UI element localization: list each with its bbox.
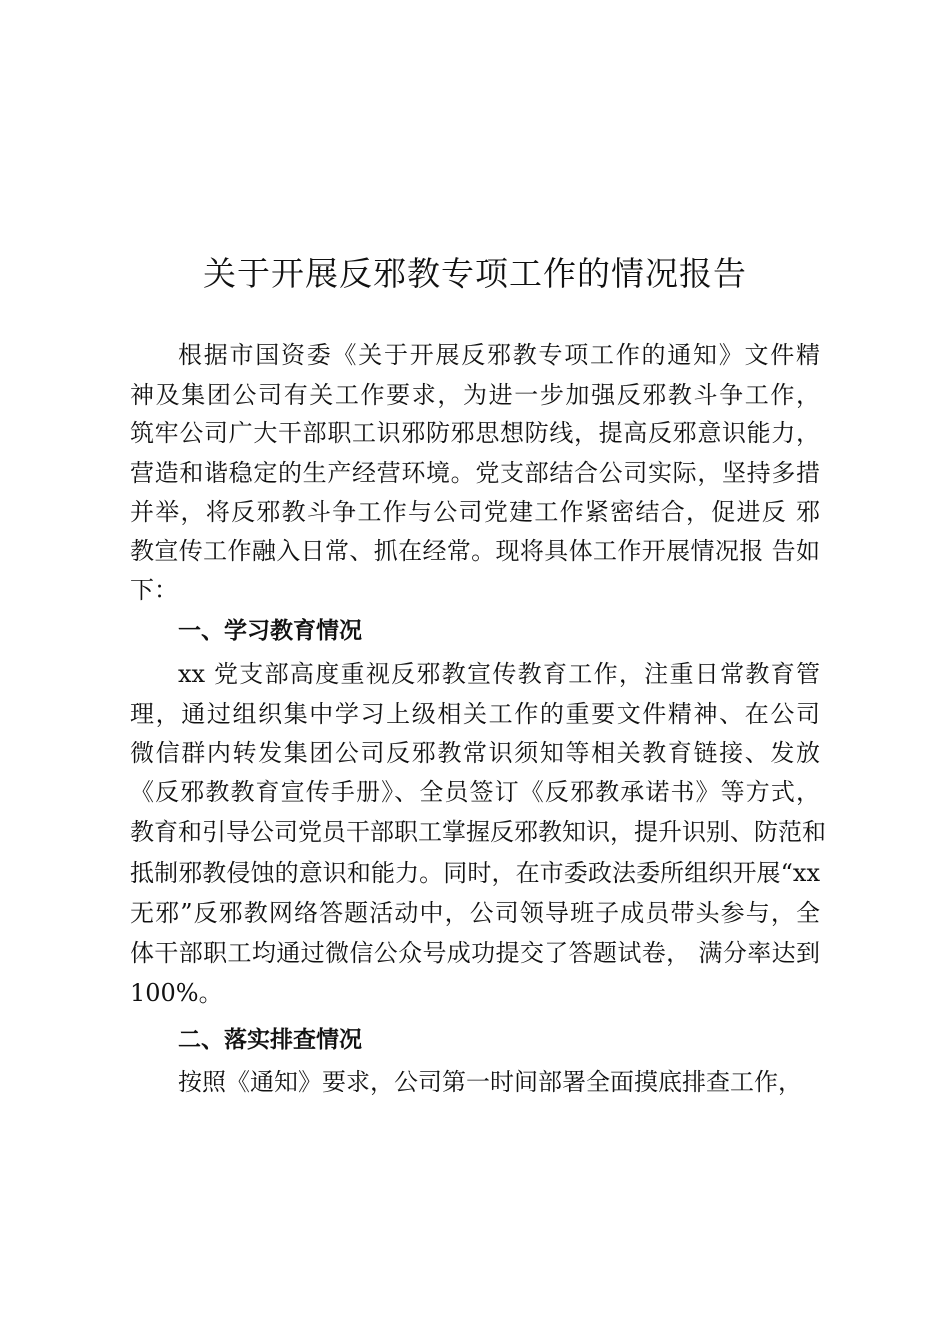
intro-line-3: 筑牢公司广大干部职工识邪防邪思想防线，提高反邪意识能力， bbox=[130, 419, 820, 447]
section-1-line-6: 抵制邪教侵蚀的意识和能力。同时，在市委政法委所组织开展“xx bbox=[130, 859, 820, 887]
section-1-line-8: 体干部职工均通过微信公众号成功提交了答题试卷， 满分率达到 bbox=[130, 939, 820, 967]
intro-line-1: 根据市国资委《关于开展反邪教专项工作的通知》文件精 bbox=[178, 341, 820, 369]
section-1-line-4: 《反邪教教育宣传手册》、全员签订《反邪教承诺书》等方式， bbox=[130, 778, 820, 806]
section-1-line-2: 理，通过组织集中学习上级相关工作的重要文件精神、在公司 bbox=[130, 700, 820, 728]
intro-line-4: 营造和谐稳定的生产经营环境。党支部结合公司实际，坚持多措 bbox=[130, 459, 820, 487]
section-1-line-3: 微信群内转发集团公司反邪教常识须知等相关教育链接、发放 bbox=[130, 739, 820, 767]
intro-line-7: 下： bbox=[130, 576, 178, 604]
intro-line-5: 并举，将反邪教斗争工作与公司党建工作紧密结合，促进反 邪 bbox=[130, 498, 820, 526]
section-1-line-7: 无邪”反邪教网络答题活动中，公司领导班子成员带头参与，全 bbox=[130, 899, 820, 927]
document-title: 关于开展反邪教专项工作的情况报告 bbox=[203, 254, 747, 293]
section-1-line-5: 教育和引导公司党员干部职工掌握反邪教知识，提升识别、防范和 bbox=[130, 818, 826, 846]
section-1-line-1: xx 党支部高度重视反邪教宣传教育工作，注重日常教育管 bbox=[178, 660, 820, 688]
intro-line-2: 神及集团公司有关工作要求，为进一步加强反邪教斗争工作， bbox=[130, 381, 820, 409]
section-1-line-9: 100%。 bbox=[130, 979, 223, 1007]
intro-line-6: 教宣传工作融入日常、抓在经常。现将具体工作开展情况报 告如 bbox=[130, 537, 820, 565]
section-heading-1: 一、学习教育情况 bbox=[178, 618, 362, 644]
section-heading-2: 二、落实排查情况 bbox=[178, 1027, 362, 1053]
section-2-line-1: 按照《通知》要求，公司第一时间部署全面摸底排查工作， bbox=[178, 1068, 802, 1096]
